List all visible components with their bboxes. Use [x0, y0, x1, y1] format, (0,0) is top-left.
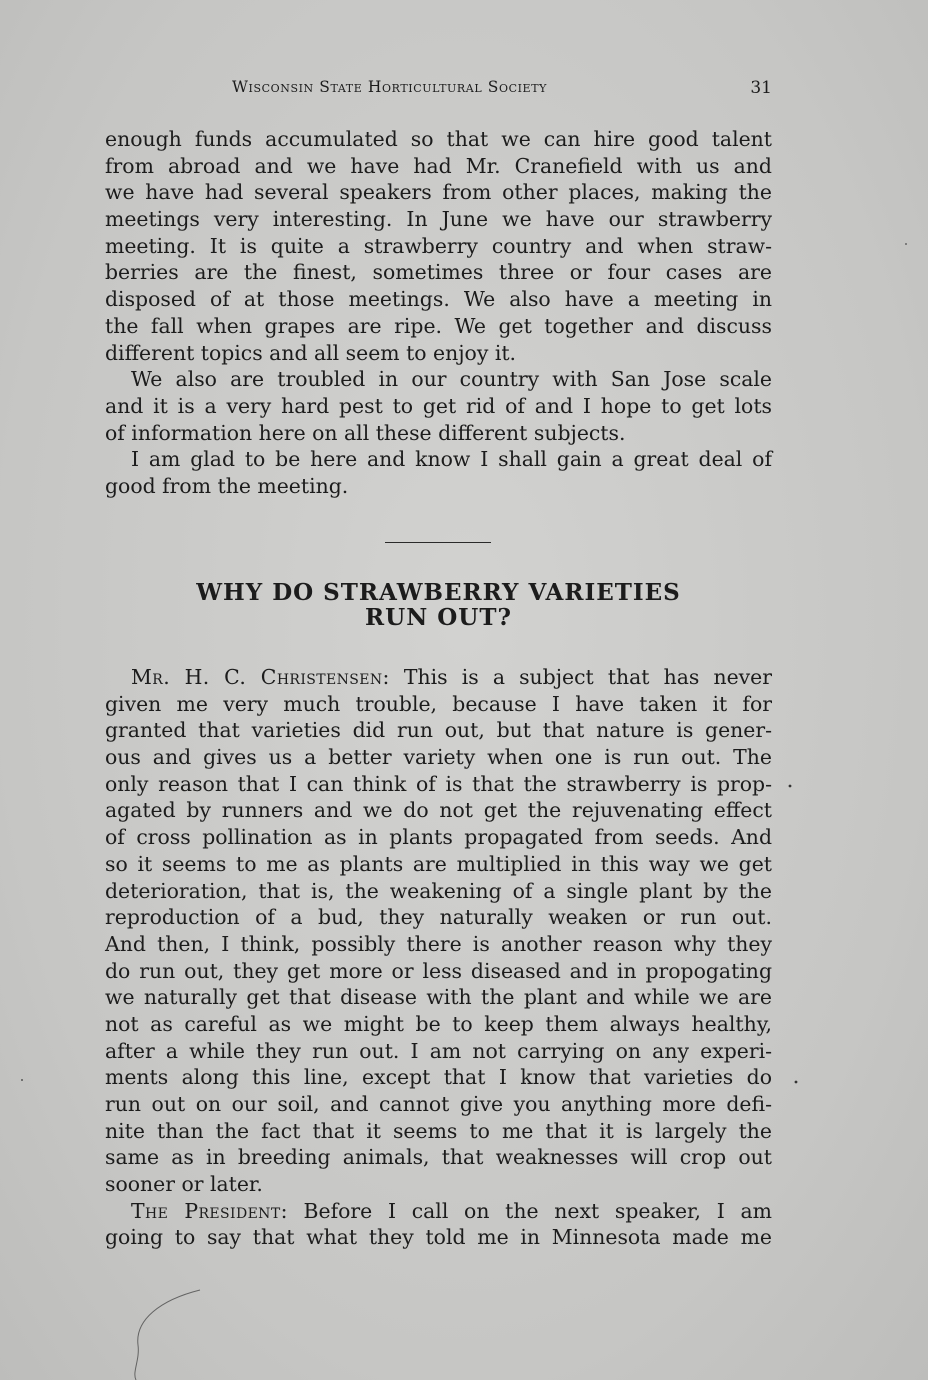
text-line: ments along this line, except that I know that varieties do: [105, 1065, 772, 1090]
text-line: meetings very interesting. In June we have our strawberry: [105, 207, 772, 232]
speaker-first-line: [105, 1198, 772, 1225]
discussion-text: [105, 664, 772, 1251]
text-line: the fall when grapes are ripe. We get together and discuss: [105, 313, 772, 338]
text-line: run out on our soil, and cannot give you anything more defi-: [105, 1092, 772, 1116]
text-line: agated by runners and we do not get the rejuvenating effect: [105, 798, 772, 823]
text-line: different topics and all seem to enjoy it.: [105, 340, 517, 365]
speaker-text: Before I call on the next speaker, I am: [287, 1198, 772, 1223]
text-line: we have had several speakers from other places, making the: [105, 180, 772, 205]
text-line: we naturally get that disease with the plant and while we are: [105, 985, 772, 1010]
section-divider: [385, 542, 491, 543]
text-line: deterioration, that is, the weakening of a single plant by the: [105, 878, 772, 903]
text-line: and it is a very hard pest to get rid of and I hope to get lots: [105, 393, 772, 418]
text-line: sooner or later.: [105, 1172, 263, 1197]
text-line: berries are the finest, sometimes three or four cases are: [105, 260, 772, 285]
previous-speaker-text: [105, 126, 772, 500]
ink-speck: [795, 1081, 798, 1084]
speaker-text: This is a subject that has never: [389, 665, 772, 689]
text-line: disposed of at those meetings. We also have a meeting in: [105, 287, 772, 312]
text-line: only reason that I can think of is that the strawberry is prop-: [105, 771, 772, 796]
text-line: nite than the fact that it seems to me that it is largely the: [105, 1118, 772, 1143]
ink-speck: [21, 1079, 23, 1081]
text-line: after a while they run out. I am not carrying on any experi-: [105, 1038, 772, 1063]
text-line: ous and gives us a better variety when one is run out. The: [105, 745, 772, 770]
text-line: good from the meeting.: [105, 473, 349, 498]
ink-speck: [905, 243, 907, 245]
text-line: same as in breeding animals, that weaknesses will crop out: [105, 1145, 772, 1170]
text-line: not as careful as we might be to keep them always healthy,: [105, 1011, 772, 1036]
text-line: so it seems to me as plants are multiplied in this way we get: [105, 851, 772, 876]
pencil-stroke-mark: [135, 1290, 200, 1380]
page-number: 31: [750, 78, 772, 98]
ink-speck: [789, 785, 792, 788]
section-heading: [105, 580, 772, 630]
speaker-first-line: [105, 664, 772, 691]
heading-line: RUN OUT?: [365, 604, 512, 631]
text-line: given me very much trouble, because I have taken it for: [105, 691, 772, 716]
heading-line: WHY DO STRAWBERRY VARIETIES: [196, 579, 681, 606]
text-line: of information here on all these different subjects.: [105, 420, 626, 445]
text-line: enough funds accumulated so that we can hire good talent: [105, 127, 772, 151]
text-line: I am glad to be here and know I shall gain a great deal of: [131, 447, 772, 472]
text-line: granted that varieties did run out, but that nature is gener-: [105, 718, 772, 743]
text-line: And then, I think, possibly there is another reason why they: [105, 931, 772, 956]
text-line: We also are troubled in our country with San Jose scale: [131, 367, 772, 392]
speaker-name: Mr. H. C. Christensen:: [131, 665, 390, 689]
text-line: reproduction of a bud, they naturally weaken or run out.: [105, 905, 772, 930]
running-title: Wisconsin State Horticultural Society: [232, 78, 547, 96]
text-line: going to say that what they told me in Minnesota made me: [105, 1225, 772, 1250]
speaker-name: The President:: [131, 1198, 288, 1223]
text-line: from abroad and we have had Mr. Cranefield with us and: [105, 153, 772, 178]
text-line: meeting. It is quite a strawberry country and when straw-: [105, 233, 772, 258]
text-line: of cross pollination as in plants propagated from seeds. And: [105, 825, 772, 850]
running-head: [232, 78, 772, 102]
text-line: do run out, they get more or less diseased and in propogating: [105, 958, 772, 983]
